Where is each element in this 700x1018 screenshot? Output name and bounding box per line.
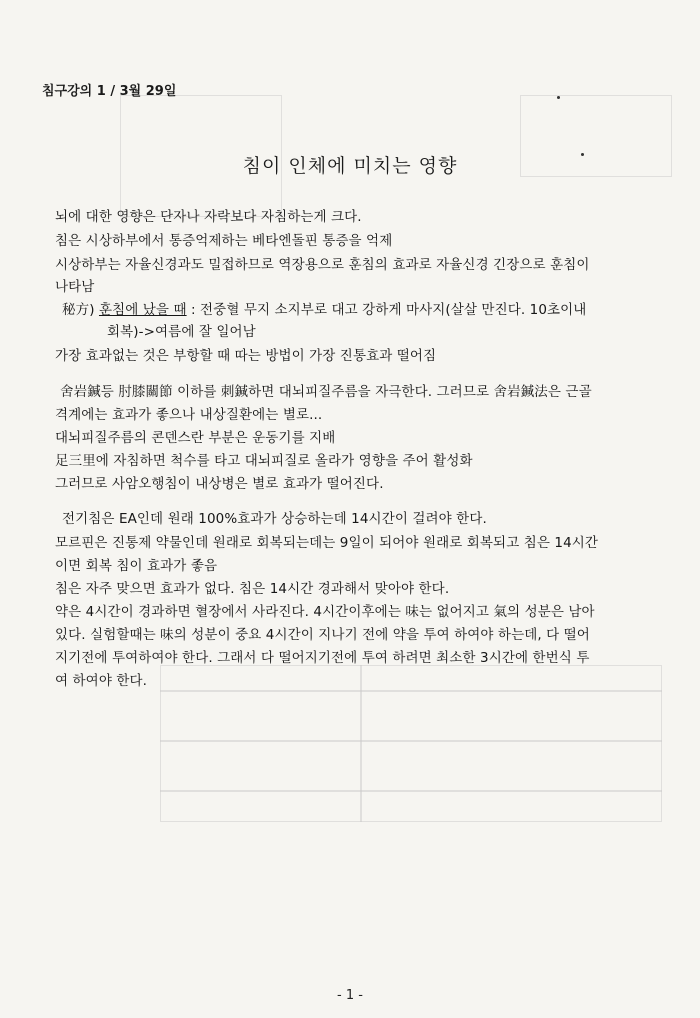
s1-line-2: 침은 시상하부에서 통증억제하는 베타엔돌핀 통증을 억제 [55,233,393,249]
s1-line-1: 뇌에 대한 영향은 단자나 자락보다 자침하는게 크다. [55,209,362,225]
bleed-through-table-divider [360,665,362,822]
bleed-through-table-row-3 [160,790,662,792]
s2-line-4: 足三里에 자침하면 척수를 타고 대뇌피질로 올라가 영향을 주어 활성화 [55,453,473,469]
s1-line-4: 나타남 [55,279,95,295]
s2-line-2: 격계에는 효과가 좋으나 내상질환에는 별로... [55,407,323,423]
bleed-through-table-row-1 [160,690,662,692]
s1-line-6: 회복)->여름에 잘 일어남 [107,324,256,340]
s2-line-5: 그러므로 사암오행침이 내상병은 별로 효과가 떨어진다. [55,476,384,492]
s3-line-2: 모르핀은 진통제 약물인데 원래로 회복되는데는 9일이 되어야 원래로 회복되고 침은 14시간 [55,535,599,551]
speck-dot-1 [557,96,560,99]
s3-line-5: 약은 4시간이 경과하면 혈장에서 사라진다. 4시간이후에는 味는 없어지고 氣의 성분은 남아 [55,604,595,620]
s1-line-5-rest: : 전중혈 무지 소지부로 대고 강하게 마사지(살살 만진다. 10초이내 [186,302,587,318]
secret-recipe-prefix: 秘方) [62,302,99,318]
page-title: 침이 인체에 미치는 영향 [242,155,458,177]
bleed-through-table [160,665,662,822]
s3-line-3: 이면 회복 침이 효과가 좋음 [55,558,218,574]
s3-line-7: 지기전에 투여하여야 한다. 그래서 다 떨어지기전에 투여 하려면 최소한 3시간에 한번식 투 [55,650,590,666]
s1-line-7: 가장 효과없는 것은 부항할 때 따는 방법이 가장 진통효과 떨어짐 [55,348,437,364]
s3-line-4: 침은 자주 맞으면 효과가 없다. 침은 14시간 경과해서 맞아야 한다. [55,581,450,597]
s2-line-1: 舍岩鍼등 肘膝關節 이하를 刺鍼하면 대뇌피질주름을 자극한다. 그러므로 舍岩鍼法은 근골 [60,384,592,400]
s3-line-1: 전기침은 EA인데 원래 100%효과가 상승하는데 14시간이 걸려야 한다. [62,511,487,527]
s3-line-8: 여 하여야 한다. [55,673,148,689]
s1-line-5 [62,298,586,318]
fainting-condition-underlined: 훈침에 났을 때 [98,302,187,318]
page-number: - 1 - [337,988,363,1003]
s3-line-6: 있다. 실험할때는 味의 성분이 중요 4시간이 지나기 전에 약을 투여 하여야 하는데, 다 떨어 [55,627,590,643]
s1-line-3: 시상하부는 자율신경과도 밀접하므로 역장용으로 훈침의 효과로 자율신경 긴장으로 훈침이 [55,257,590,273]
s2-line-3: 대뇌피질주름의 콘덴스란 부분은 운동기를 지배 [55,430,336,446]
bleed-through-table-row-2 [160,740,662,742]
lecture-header: 침구강의 1 / 3월 29일 [42,84,177,99]
